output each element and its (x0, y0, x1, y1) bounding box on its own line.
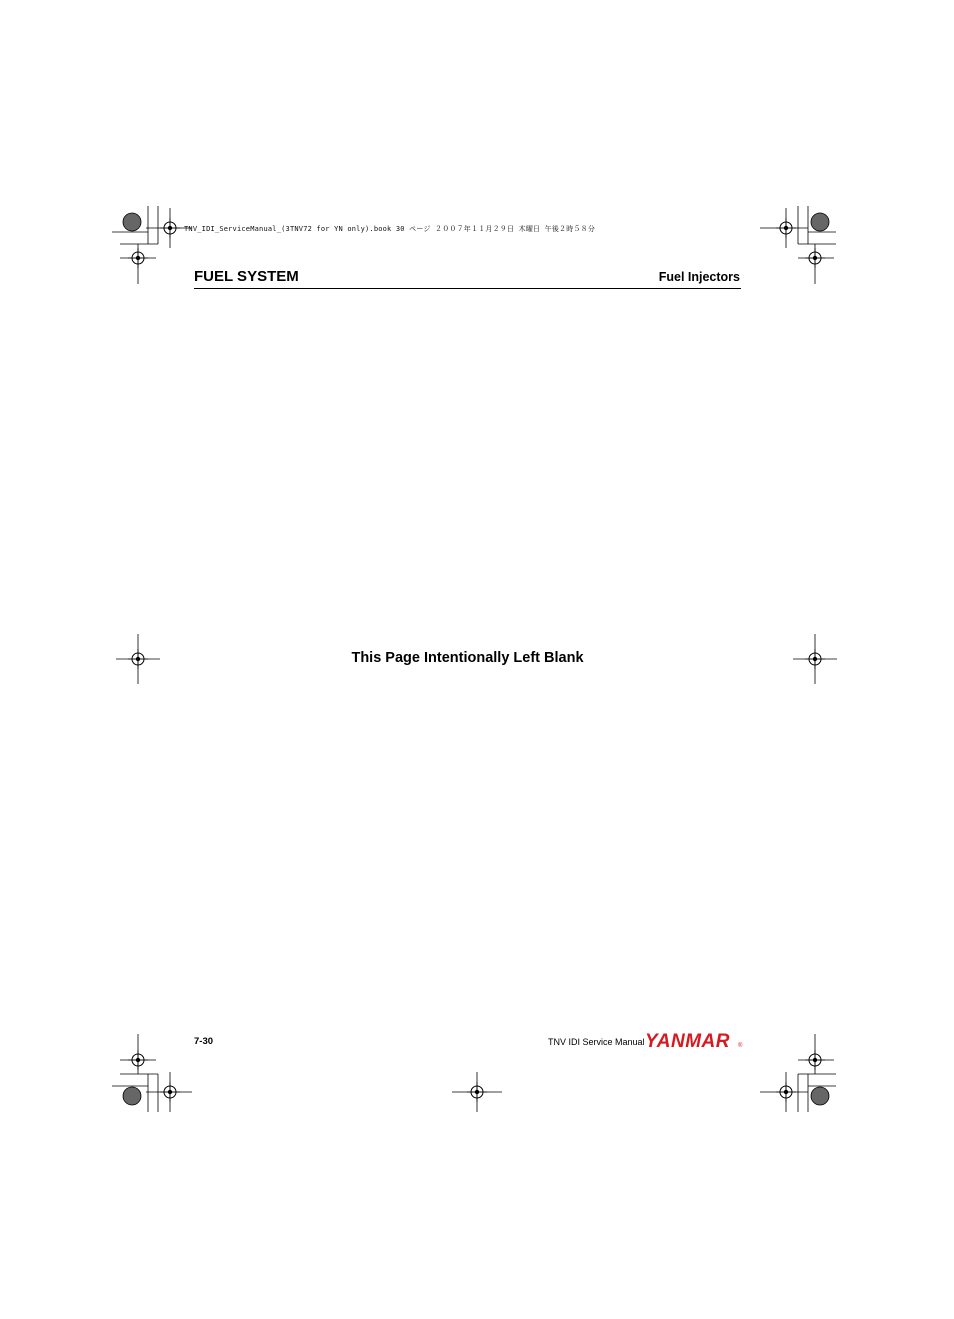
blank-page-message: This Page Intentionally Left Blank (351, 650, 584, 666)
registration-mark-bottom-left (112, 1034, 192, 1112)
registration-mark-top-right (760, 206, 836, 284)
print-slug: TNV_IDI_ServiceManual_(3TNV72 for YN only).book 30 ページ ２００７年１１月２９日 木曜日 午後２時５８分 (184, 225, 596, 233)
page-number: 7-30 (194, 1036, 214, 1047)
yanmar-logo (645, 1027, 745, 1053)
header-rule (194, 288, 741, 289)
registration-mark-bottom-right (760, 1034, 836, 1112)
svg-text:YANMAR: YANMAR (645, 1031, 730, 1052)
subsection-title: Fuel Injectors (658, 270, 740, 284)
manual-name: TNV IDI Service Manual (548, 1037, 645, 1047)
svg-text:®: ® (738, 1043, 743, 1049)
registration-mark-bottom-center (452, 1072, 502, 1112)
section-title: FUEL SYSTEM (194, 268, 299, 285)
registration-mark-top-left (112, 206, 192, 284)
